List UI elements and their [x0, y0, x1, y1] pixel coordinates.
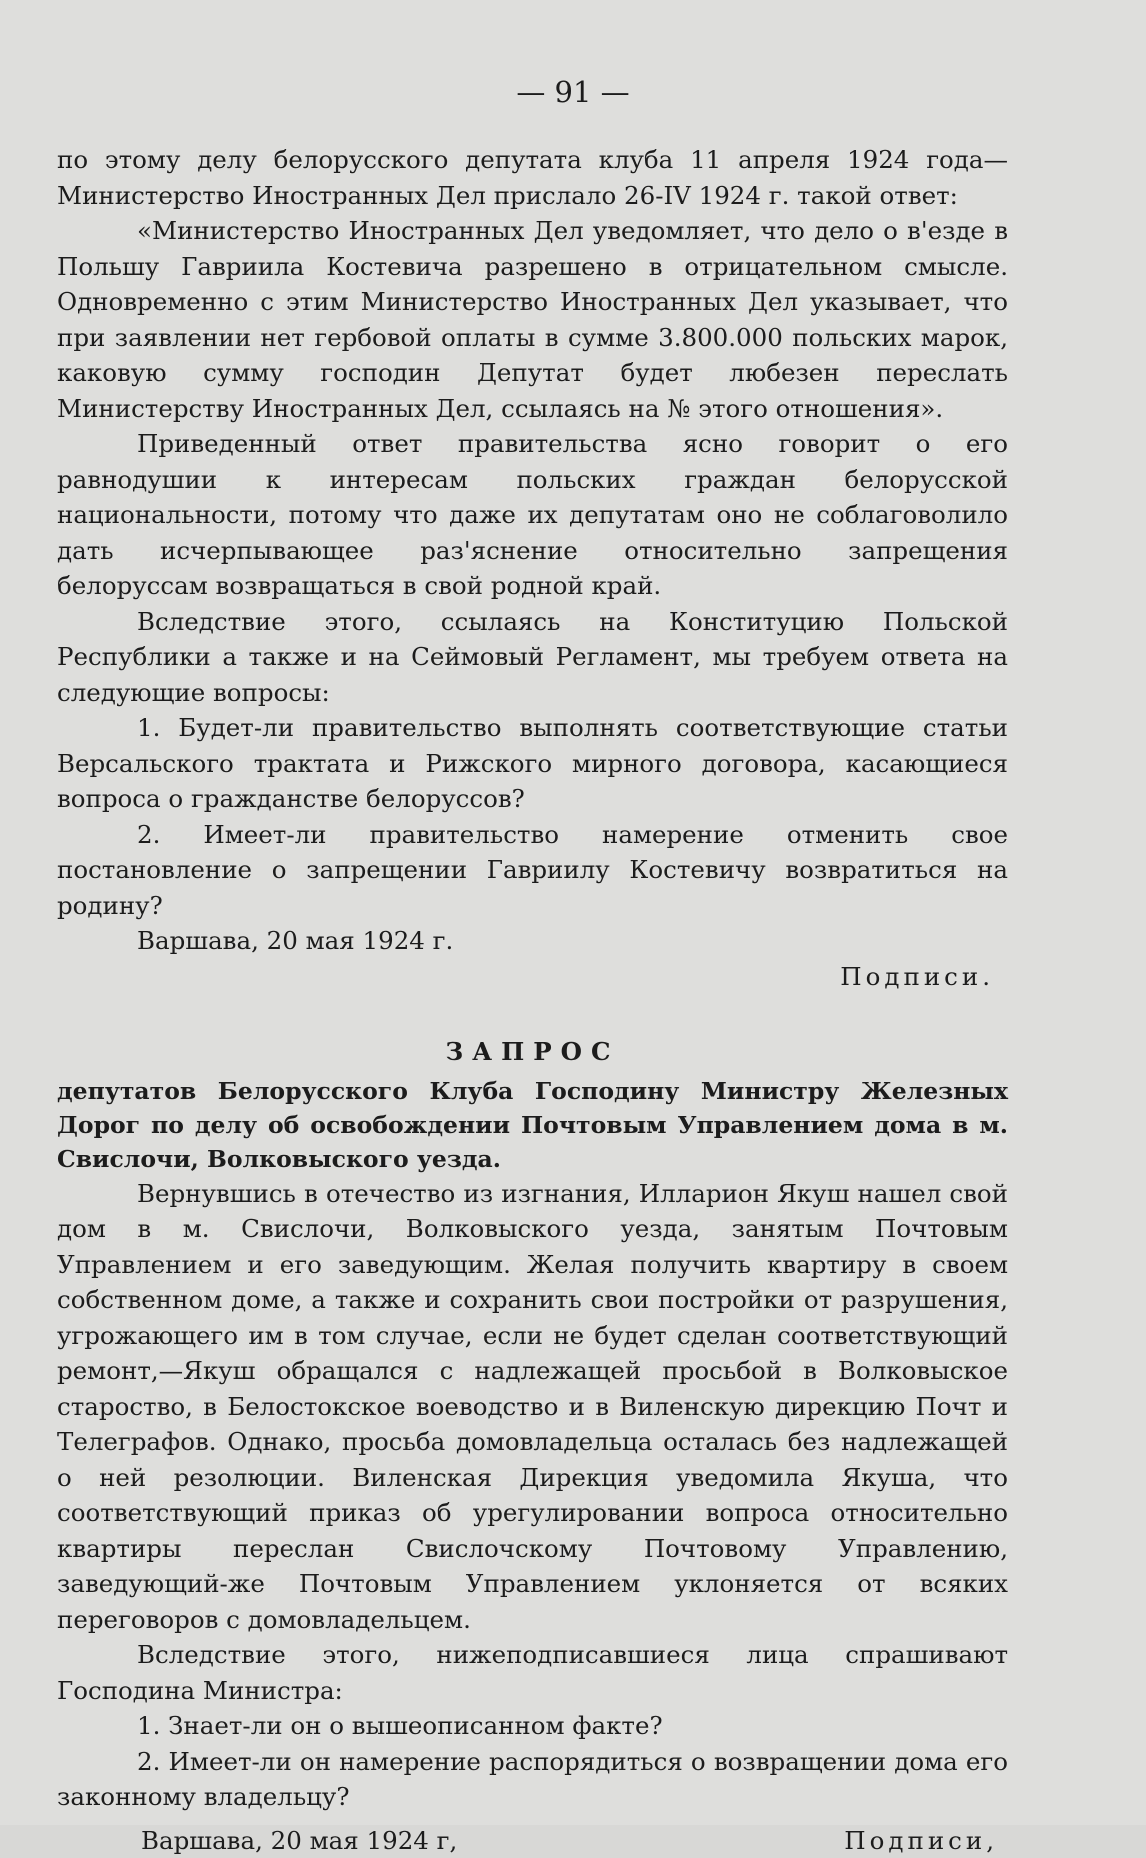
page-body: [57, 142, 1008, 1858]
question-1: 1. Знает-ли он о вышеописанном факте?: [57, 1708, 1008, 1744]
paragraph-request: Вследствие этого, нижеподписавшиеся лица спрашивают Господина Министра:: [57, 1637, 1008, 1708]
signatures-label: Подписи.: [57, 959, 1008, 995]
paragraph-ministry-quote: «Министерство Иностранных Дел уведомляет, что дело о в'езде в Польшу Гавриила Костевича разрешено в отрицательном смысле. Одновременно с этим Министерство Иностранных Дел указывает, что при заявлении нет гербовой оплаты в сумме 3.800.000 польских марок, каковую сумму господин Депутат будет любезен переслать Министерству Иностранных Дел, ссылаясь на № этого отношения».: [57, 213, 1008, 426]
closing-row: [57, 1823, 1008, 1858]
paragraph-government-answer: Приведенный ответ правительства ясно говорит о его равнодушии к интересам польских граждан белорусской национальности, потому что даже их депутатам оно не соблаговолило дать исчерпывающее раз'яснение относительно запрещения белоруссам возвращаться в свой родной край.: [57, 426, 1008, 604]
question-2: 2. Имеет-ли он намерение распорядиться о возвращении дома его законному владельцу?: [57, 1744, 1008, 1815]
section-heading: ЗАПРОС: [57, 1034, 1008, 1070]
section-title: депутатов Белорусского Клуба Господину Министру Железных Дорог по делу об освобождении Почтовым Управлением дома в м. Свислочи, Волковыского уезда.: [57, 1074, 1008, 1176]
question-1: 1. Будет-ли правительство выполнять соответствующие статьи Версальского трактата и Рижского мирного договора, касающиеся вопроса о гражданстве белоруссов?: [57, 710, 1008, 817]
page-number: — 91 —: [0, 72, 1146, 112]
paragraph-intro: по этому делу белорусского депутата клуба 11 апреля 1924 года—Министерство Иностранных Дел прислало 26-IV 1924 г. такой ответ:: [57, 142, 1008, 213]
date-line: Варшава, 20 мая 1924 г,: [57, 1823, 457, 1858]
section-gap: [57, 994, 1008, 1034]
paragraph-case: Вернувшись в отечество из изгнания, Илларион Якуш нашел свой дом в м. Свислочи, Волковыского уезда, занятым Почтовым Управлением и его заведующим. Желая получить квартиру в своем собственном доме, а также и сохранить свои постройки от разрушения, угрожающего им в том случае, если не будет сделан соответствующий ремонт,—Якуш обращался с надлежащей просьбой в Волковыское староство, в Белостокское воеводство и в Виленскую дирекцию Почт и Телеграфов. Однако, просьба домовладельца осталась без надлежащей о ней резолюции. Виленская Дирекция уведомила Якуша, что соответствующий приказ об урегулировании вопроса относительно квартиры переслан Свислочскому Почтовому Управлению, заведующий-же Почтовым Управлением уклоняется от всяких переговоров с домовладельцем.: [57, 1176, 1008, 1638]
date-line: Варшава, 20 мая 1924 г.: [57, 923, 1008, 959]
question-2: 2. Имеет-ли правительство намерение отменить свое постановление о запрещении Гавриилу Костевичу возвратиться на родину?: [57, 817, 1008, 924]
signatures-label: Подписи,: [844, 1823, 1008, 1858]
paragraph-demand: Вследствие этого, ссылаясь на Конституцию Польской Республики а также и на Сеймовый Регламент, мы требуем ответа на следующие вопросы:: [57, 604, 1008, 711]
